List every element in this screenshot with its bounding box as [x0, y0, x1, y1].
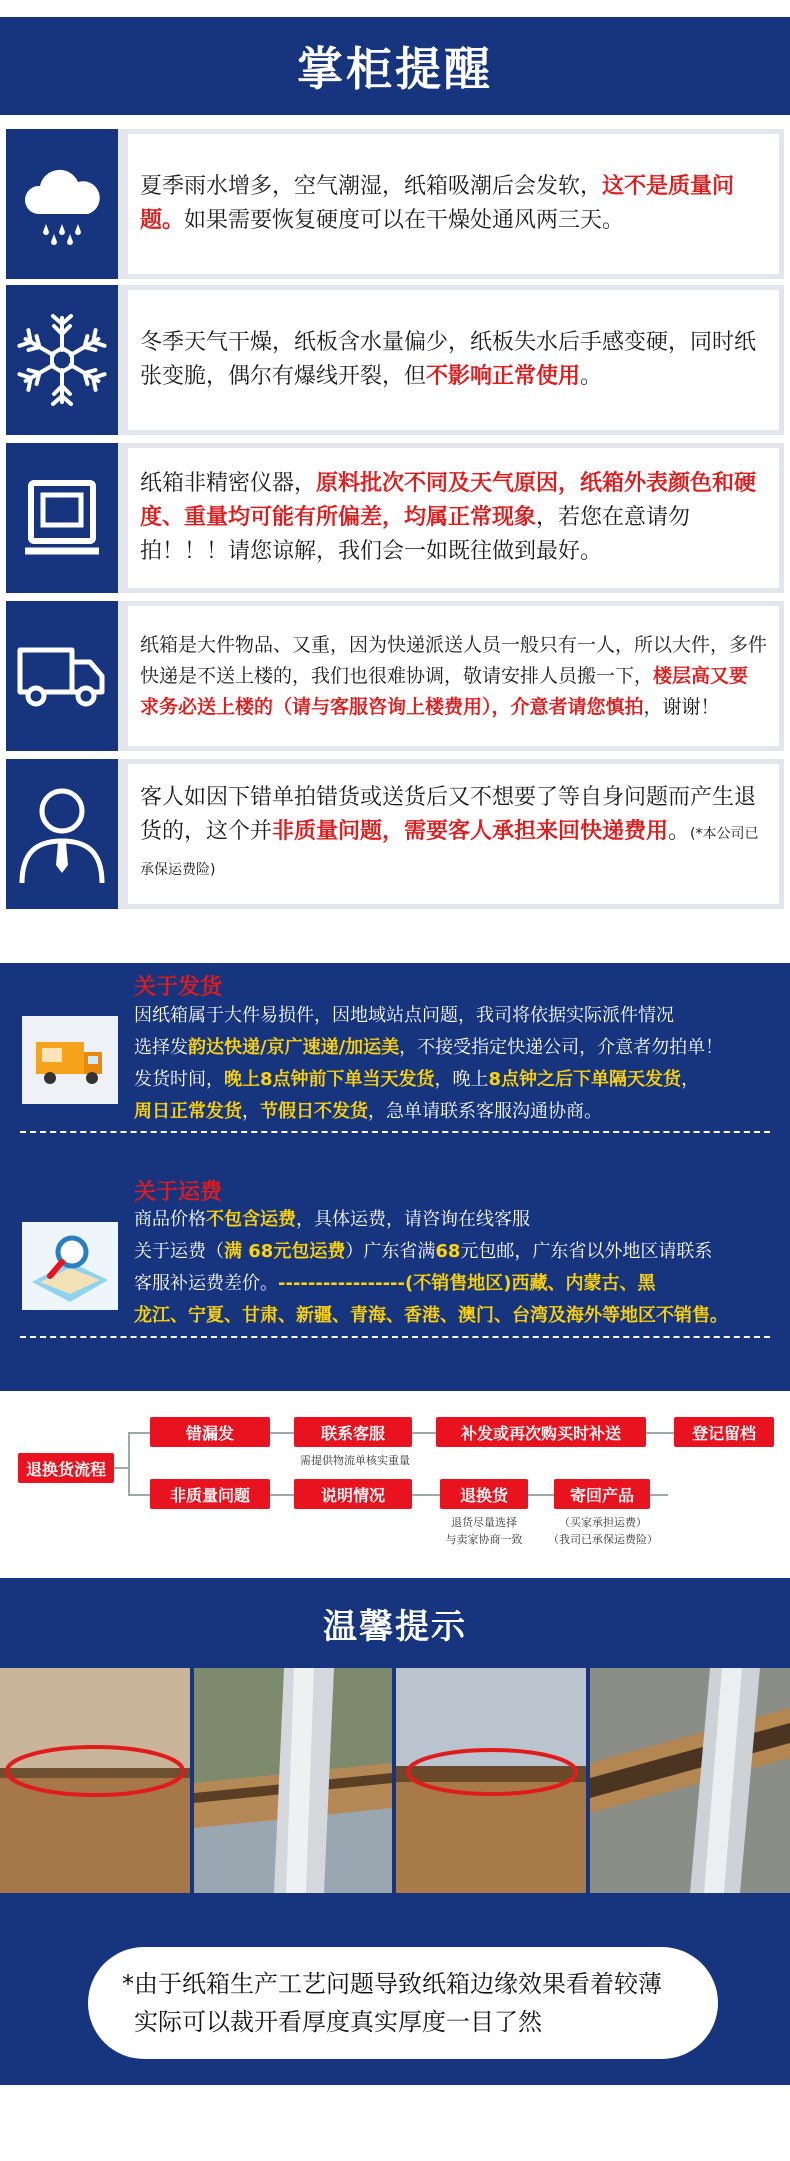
- freight-body: [134, 1204, 728, 1332]
- process-note-logistics: 需提供物流单核实重量: [300, 1454, 410, 1467]
- text-segment: 。: [580, 364, 603, 389]
- text-segment: 。: [668, 819, 691, 844]
- text-segment: 龙江、宁夏、甘肃、新疆、青海、香港、澳门、台湾及海外等地区不销售。: [134, 1305, 728, 1326]
- text-segment: 发货时间，: [134, 1069, 224, 1090]
- process-step-resend: 补发或再次购买时补送: [436, 1417, 646, 1447]
- text-segment: 纸箱非精密仪器，: [140, 471, 317, 496]
- text-segment: 商品价格: [134, 1209, 206, 1230]
- text-segment: 冬季天气干燥，纸板含水量偏少，纸板失水后手感变硬，同时纸张变脆，偶尔有爆线开裂，但: [140, 330, 757, 389]
- text-segment: 纸箱是大件物品、又重，因为快递派送人员一般只有一人，所以大件，多件快递是不送上楼的，我们也很难协调，敬请安排人员搬一下，: [140, 633, 768, 687]
- snowflake-icon: [6, 285, 118, 435]
- notice-text: [128, 134, 779, 274]
- text-segment: 夏季雨水增多，空气潮湿，纸箱吸潮后会发软，: [140, 174, 603, 199]
- cardboard-cut-photo-1: [194, 1668, 392, 1893]
- cardboard-edge-photo-2: [396, 1668, 586, 1893]
- notice-row-delivery: [6, 601, 784, 751]
- process-note-shipping-fee: [540, 1514, 666, 1548]
- freight-title: 关于运费: [134, 1180, 223, 1205]
- text-segment: ）广东省满: [345, 1241, 436, 1262]
- notice-text: [128, 290, 779, 430]
- text-segment: ，若您在意请勿拍！！！请您谅解，我们会一如既往做到最好。: [140, 505, 691, 564]
- process-step-contact-service: 联系客服: [294, 1417, 412, 1447]
- process-step-explain: 说明情况: [294, 1479, 412, 1509]
- notice-row-summer: [6, 129, 784, 279]
- text-segment: -----------------(不销售地区)西藏、内蒙古、黑: [278, 1273, 656, 1294]
- cardboard-edge-photo-1: [0, 1668, 190, 1893]
- text-segment: ，不接受指定快递公司，介意者勿拍单！: [399, 1037, 724, 1058]
- header-banner: [0, 17, 790, 115]
- text-segment: 不影响正常使用: [426, 364, 581, 389]
- text-segment: 楼层高又要求务必送上楼的（请与客服咨询上楼费用），介意者请您慎拍: [140, 664, 749, 718]
- text-segment: 节假日不发货: [260, 1101, 368, 1122]
- process-note-return: [424, 1514, 544, 1548]
- customer-person-icon: [6, 759, 118, 909]
- notice-text: [128, 448, 779, 588]
- notice-row-winter: [6, 285, 784, 435]
- text-segment: ，急单请联系客服沟通协商。: [368, 1101, 602, 1122]
- text-segment: ，谢谢！: [643, 695, 720, 718]
- text-segment: 因纸箱属于大件易损件，因地域站点问题，我司将依据实际派件情况: [134, 1005, 674, 1026]
- shipping-body: [134, 1000, 723, 1128]
- shipping-title: 关于发货: [134, 975, 223, 1000]
- magnifier-map-image-icon: [22, 1222, 118, 1310]
- text-segment: 选择发: [134, 1037, 188, 1058]
- text-segment: 元包邮，广东省以外地区请联系: [460, 1241, 713, 1262]
- text-segment: 韵达快递/京广速递/加运美: [188, 1037, 400, 1058]
- process-step-send-back: 寄回产品: [554, 1479, 650, 1509]
- rain-cloud-icon: [6, 129, 118, 279]
- flow-branch-line: [128, 1432, 130, 1494]
- text-segment: ，晚上: [434, 1069, 489, 1090]
- text-segment: 原料批次不同及天气原因，纸箱外表颜色和硬度、重量均可能有所偏差，均属正常现象: [140, 471, 757, 530]
- text-segment: 68: [435, 1241, 461, 1262]
- flow-line: [114, 1467, 128, 1469]
- text-segment: 8点钟之后下单隔天发货: [488, 1069, 682, 1090]
- text-segment: ，: [242, 1101, 260, 1122]
- text-segment: 如果需要恢复硬度可以在干燥处通风两三天。: [184, 208, 625, 233]
- section-divider: [20, 1131, 770, 1133]
- process-step-register: 登记留档: [674, 1417, 774, 1447]
- notice-row-returns: [6, 759, 784, 909]
- delivery-truck-icon: [6, 601, 118, 751]
- text-segment: ，具体运费，请咨询在线客服: [296, 1209, 530, 1230]
- delivery-van-image-icon: [22, 1016, 118, 1104]
- text-segment: 满 68元包运费: [224, 1241, 346, 1262]
- process-step-non-quality: 非质量问题: [150, 1479, 270, 1509]
- tips-title: 温馨提示: [323, 1606, 467, 1647]
- note-line: （买家承担运费）: [559, 1516, 647, 1529]
- text-segment: (*本公司已承保运费险): [140, 826, 759, 878]
- notice-row-quality: [6, 443, 784, 593]
- note-line: 退货尽量选择: [451, 1516, 517, 1529]
- process-step-return-exchange: 退换货: [440, 1479, 528, 1509]
- process-step-wrong-item: 错漏发: [150, 1417, 270, 1447]
- text-segment: 关于运费（: [134, 1241, 224, 1262]
- text-segment: 非质量问题，需要客人承担来回快递费用: [272, 819, 669, 844]
- text-segment: 客人如因下错单拍错货或送货后又不想要了等自身问题而产生退货的，这个并: [140, 785, 757, 844]
- text-segment: 这不是质量问题。: [140, 174, 735, 233]
- header-title: 掌柜提醒: [297, 42, 493, 96]
- section-divider: [20, 1336, 770, 1338]
- cardboard-cut-photo-2: [590, 1668, 790, 1893]
- notice-text: [128, 764, 779, 904]
- text-segment: 不包含运费: [206, 1209, 296, 1230]
- tips-line: 实际可以裁开看厚度真实厚度一目了然: [134, 2008, 542, 2036]
- text-segment: 晚上8点钟前下单当天发货: [224, 1069, 435, 1090]
- note-line: 与卖家协商一致: [445, 1533, 523, 1546]
- tips-line: *由于纸箱生产工艺问题导致纸箱边缘效果看着较薄: [122, 1970, 662, 1998]
- text-segment: ，: [681, 1069, 700, 1090]
- monitor-icon: [6, 443, 118, 593]
- process-label: 退换货流程: [18, 1453, 114, 1483]
- tips-bubble: [88, 1947, 718, 2059]
- note-line: （我司已承保运费险）: [548, 1533, 658, 1546]
- notice-text: [128, 606, 779, 746]
- text-segment: 客服补运费差价。: [134, 1273, 278, 1294]
- text-segment: 周日正常发货: [134, 1101, 242, 1122]
